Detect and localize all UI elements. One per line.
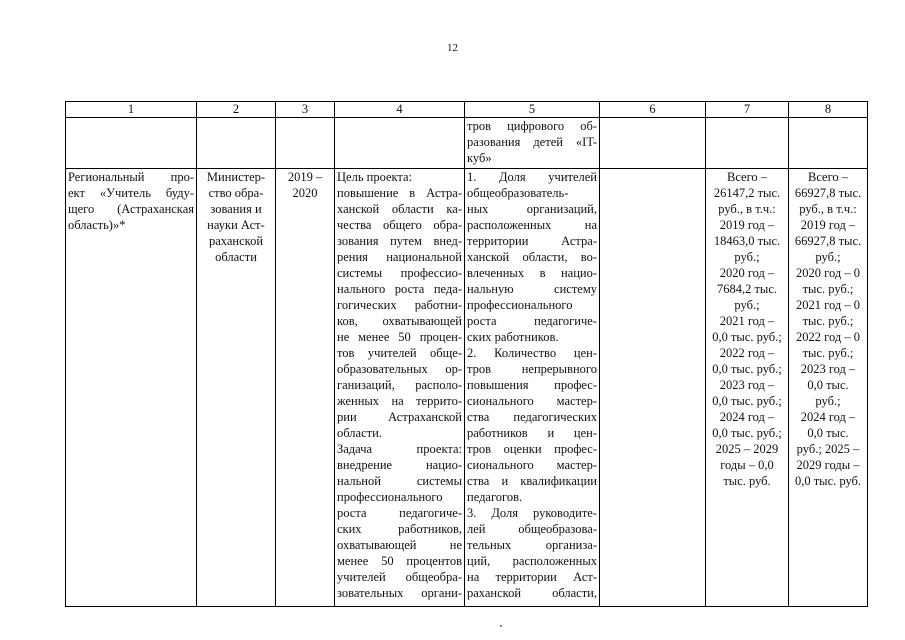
- cell-line: 0,0 тыс. руб.;: [712, 394, 782, 408]
- cell-line: области: [215, 250, 257, 264]
- cell-line: территории Астра-: [467, 234, 597, 248]
- cell-line: гогических работни-: [337, 298, 462, 312]
- cell-line: на территории Аст-: [467, 570, 597, 584]
- page-mark: [500, 625, 502, 627]
- cell-line: 0,0 тыс. руб.;: [712, 330, 782, 344]
- cell-line: тов учителей обще-: [337, 346, 462, 360]
- cell-indicators: [465, 169, 600, 607]
- cell-funding-total: [789, 169, 868, 607]
- cell-col7: [706, 118, 789, 169]
- cell-line: сионального мастер-: [467, 458, 597, 472]
- cell-funding-regional: [706, 169, 789, 607]
- cell-col2: [197, 118, 276, 169]
- cell-indicators-cont: [465, 118, 600, 169]
- cell-line: тыс. руб.;: [802, 314, 854, 328]
- cell-line: 2022 год – 0: [796, 330, 860, 344]
- cell-col4: [335, 118, 465, 169]
- cell-line: ект «Учитель буду-: [68, 186, 194, 200]
- cell-line: тров оценки профес-: [467, 442, 597, 456]
- column-header: 7: [706, 102, 789, 118]
- cell-line: 2025 – 2029: [715, 442, 779, 456]
- cell-line: 0,0 тыс. руб.: [794, 474, 862, 488]
- cell-line: 2. Количество цен-: [467, 346, 597, 360]
- cell-line: 2024 год –: [719, 410, 775, 424]
- cell-line: ских работников.: [467, 330, 559, 344]
- cell-line: сионального мастер-: [467, 394, 597, 408]
- cell-line: ства педагогических: [467, 410, 597, 424]
- cell-line: 2023 год –: [800, 362, 856, 376]
- cell-line: повышение в Астра-: [337, 186, 462, 200]
- cell-line: ганизаций, располо-: [337, 378, 462, 392]
- cell-goal: [335, 169, 465, 607]
- cell-line: руб., в т.ч.:: [799, 202, 857, 216]
- table-header-row: [66, 102, 868, 118]
- cell-line: 18463,0 тыс.: [713, 234, 781, 248]
- cell-line: не менее 50 процен-: [337, 330, 462, 344]
- column-header: 3: [276, 102, 335, 118]
- cell-line: 3. Доля руководите-: [467, 506, 597, 520]
- cell-line: 2023 год –: [719, 378, 775, 392]
- cell-line: Задача проекта:: [337, 442, 462, 456]
- cell-line: рения национальной: [337, 250, 462, 264]
- cell-line: влеченных в нацио-: [467, 266, 597, 280]
- cell-line: тров цифрового об-: [467, 119, 597, 133]
- table-row-project: [66, 169, 868, 607]
- cell-line: лей общеобразова-: [467, 522, 597, 536]
- cell-line: роста педагогиче-: [337, 506, 462, 520]
- cell-line: повышения профес-: [467, 378, 597, 392]
- cell-line: раханской области,: [467, 586, 597, 600]
- cell-col8: [789, 118, 868, 169]
- column-header: 4: [335, 102, 465, 118]
- cell-line: нального роста педа-: [337, 282, 462, 296]
- cell-line: руб.;: [734, 250, 760, 264]
- cell-line: роста педагогиче-: [467, 314, 597, 328]
- cell-line: Всего –: [726, 170, 768, 184]
- cell-line: 26147,2 тыс.: [713, 186, 781, 200]
- cell-line: работников и цен-: [467, 426, 597, 440]
- cell-line: охватывающей не: [337, 538, 462, 552]
- cell-line: расположенных на: [467, 218, 597, 232]
- cell-line: Региональный про-: [68, 170, 194, 184]
- cell-line: чества общего обра-: [337, 218, 462, 232]
- cell-line: руб.;: [815, 250, 841, 264]
- cell-line: руб.;: [734, 298, 760, 312]
- cell-line: 2029 годы –: [796, 458, 860, 472]
- cell-line: 7684,2 тыс.: [716, 282, 778, 296]
- cell-line: зования и: [210, 202, 262, 216]
- cell-line: годы – 0,0: [720, 458, 774, 472]
- cell-line: 0,0 тыс.: [807, 378, 849, 392]
- cell-col1: [66, 118, 197, 169]
- cell-line: нальной системы: [337, 474, 462, 488]
- cell-line: 2021 год –: [719, 314, 775, 328]
- cell-responsible: [197, 169, 276, 607]
- cell-line: учителей общеобра-: [337, 570, 462, 584]
- cell-line: профессионального: [467, 298, 573, 312]
- cell-line: рии Астраханской: [337, 410, 462, 424]
- cell-line: ских работников,: [337, 522, 462, 536]
- cell-line: педагогов.: [467, 490, 523, 504]
- page-number: 12: [447, 42, 458, 54]
- cell-line: 2019 год –: [719, 218, 775, 232]
- cell-line: области.: [337, 426, 382, 440]
- cell-line: разования детей «IT-: [467, 135, 597, 149]
- cell-line: 2022 год –: [719, 346, 775, 360]
- cell-line: руб.;: [815, 394, 841, 408]
- cell-col3: [276, 118, 335, 169]
- cell-line: зования путем внед-: [337, 234, 462, 248]
- cell-line: тельных организа-: [467, 538, 597, 552]
- cell-line: внедрение нацио-: [337, 458, 462, 472]
- cell-line: ство обра-: [208, 186, 264, 200]
- cell-period: [276, 169, 335, 607]
- cell-line: куб»: [467, 151, 492, 165]
- cell-line: ций, расположенных: [467, 554, 597, 568]
- cell-line: нальную систему: [467, 282, 597, 296]
- cell-line: 0,0 тыс.: [807, 426, 849, 440]
- cell-line: ков, охватывающей: [337, 314, 462, 328]
- cell-line: зовательных органи-: [337, 586, 462, 600]
- column-header: 8: [789, 102, 868, 118]
- cell-line: 0,0 тыс. руб.;: [712, 362, 782, 376]
- cell-line: женных на террито-: [337, 394, 462, 408]
- cell-col6: [600, 118, 706, 169]
- cell-line: область)»*: [68, 218, 126, 232]
- cell-line: 2019 –: [287, 170, 323, 184]
- cell-line: Всего –: [807, 170, 849, 184]
- cell-line: науки Аст-: [207, 218, 265, 232]
- cell-project-name: [66, 169, 197, 607]
- cell-line: менее 50 процентов: [337, 554, 462, 568]
- cell-line: щего (Астраханская: [68, 202, 194, 216]
- cell-line: раханской: [208, 234, 264, 248]
- cell-line: руб.; 2025 –: [796, 442, 860, 456]
- cell-line: 2024 год –: [800, 410, 856, 424]
- cell-line: ных организаций,: [467, 202, 597, 216]
- cell-line: общеобразователь-: [467, 186, 569, 200]
- column-header: 2: [197, 102, 276, 118]
- cell-line: 2020: [292, 186, 318, 200]
- cell-line: 2019 год –: [800, 218, 856, 232]
- cell-line: ханской области, во-: [467, 250, 597, 264]
- column-header: 5: [465, 102, 600, 118]
- cell-line: 1. Доля учителей: [467, 170, 597, 184]
- column-header: 1: [66, 102, 197, 118]
- cell-line: тыс. руб.;: [802, 346, 854, 360]
- cell-line: Министер-: [206, 170, 266, 184]
- cell-line: 66927,8 тыс.: [794, 186, 862, 200]
- cell-line: ства и квалификации: [467, 474, 597, 488]
- cell-line: 66927,8 тыс.: [794, 234, 862, 248]
- cell-line: тров непрерывного: [467, 362, 597, 376]
- cell-line: тыс. руб.: [723, 474, 771, 488]
- cell-line: образовательных ор-: [337, 362, 462, 376]
- table-row-continuation: [66, 118, 868, 169]
- cell-line: 2020 год –: [719, 266, 775, 280]
- cell-line: тыс. руб.;: [802, 282, 854, 296]
- cell-line: 2021 год – 0: [796, 298, 860, 312]
- column-header: 6: [600, 102, 706, 118]
- cell-line: профессионального: [337, 490, 443, 504]
- cell-line: 0,0 тыс. руб.;: [712, 426, 782, 440]
- cell-line: 2020 год – 0: [796, 266, 860, 280]
- cell-line: руб., в т.ч.:: [718, 202, 776, 216]
- cell-line: ханской области ка-: [337, 202, 462, 216]
- program-table: [65, 101, 868, 607]
- cell-line: Цель проекта:: [337, 170, 413, 184]
- cell-col6: [600, 169, 706, 607]
- cell-line: системы профессио-: [337, 266, 462, 280]
